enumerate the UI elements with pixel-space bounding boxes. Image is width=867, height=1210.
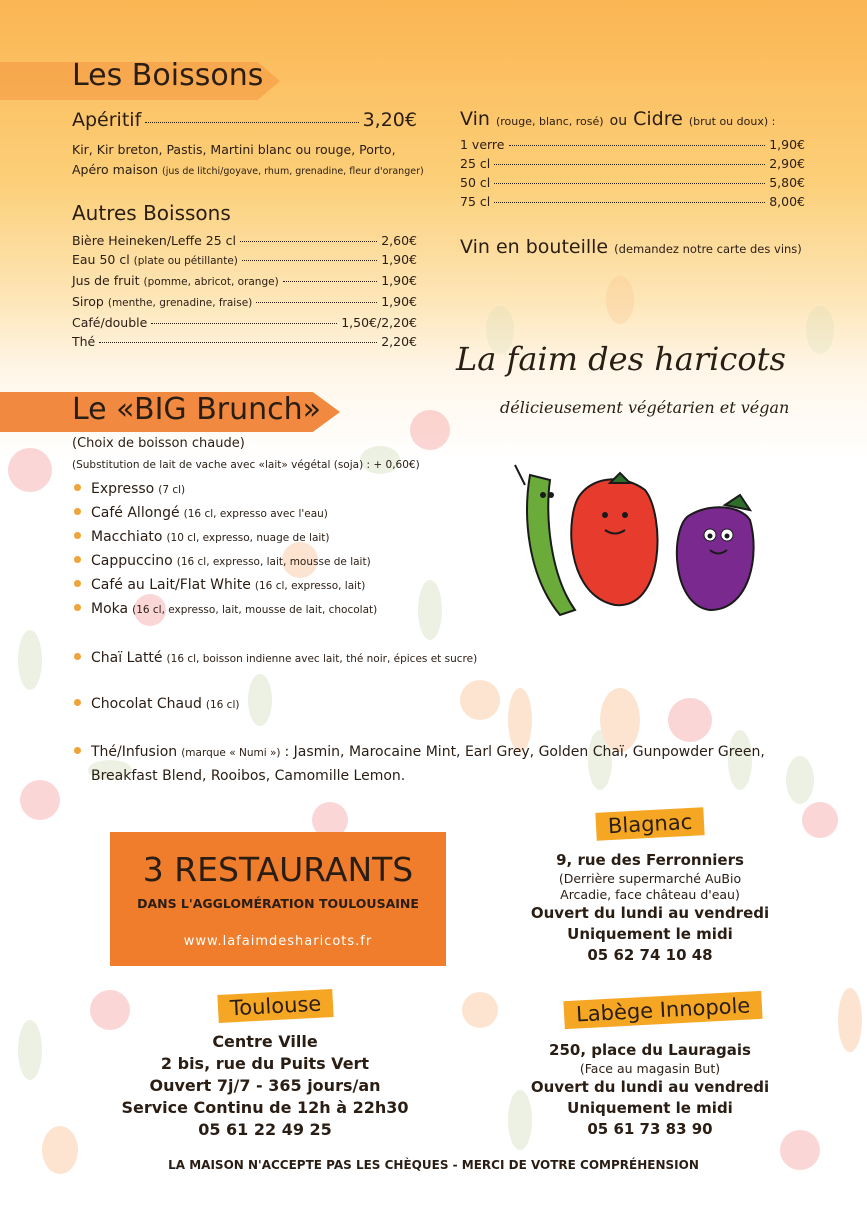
brunch-item-note: (16 cl, boisson indienne avec lait, thé noir, épices et sucre)	[166, 653, 478, 665]
vin-bouteille	[460, 236, 802, 258]
vin-price: 5,80€	[769, 175, 805, 190]
brunch-item-label: Chaï Latté	[91, 650, 163, 666]
drink-label: Bière Heineken/Leffe 25 cl	[72, 233, 236, 248]
brunch-item-note: (16 cl, expresso, lait)	[254, 580, 366, 592]
drink-note: (plate ou pétillante)	[133, 255, 238, 267]
drink-row	[72, 231, 417, 250]
vin-label: 75 cl	[460, 194, 491, 209]
drink-label: Thé	[72, 334, 96, 349]
apero-maison-label: Apéro maison	[72, 162, 159, 177]
vin-price: 1,90€	[769, 137, 805, 152]
blagnac-note1: (Derrière supermarché AuBio	[558, 871, 742, 886]
brunch-item-note: (16 cl, expresso, lait, mousse de lait)	[176, 556, 371, 568]
drink-note: (menthe, grenadine, fraise)	[107, 297, 253, 309]
drink-label: Eau 50 cl	[72, 252, 130, 267]
labege-address: 250, place du Lauragais	[549, 1041, 751, 1059]
brunch-item	[74, 577, 365, 593]
apero-maison-note: (jus de litchi/goyave, rhum, grenadine, fleur d'oranger)	[162, 166, 424, 177]
footer-notice: LA MAISON N'ACCEPTE PAS LES CHÈQUES - MERCI DE VOTRE COMPRÉHENSION	[168, 1158, 699, 1172]
labege-hours2: Uniquement le midi	[567, 1099, 733, 1117]
drink-row	[72, 313, 417, 332]
drink-label: Café/double	[72, 315, 148, 330]
restaurants-box	[110, 832, 446, 966]
vin-note: (rouge, blanc, rosé)	[495, 115, 604, 128]
brunch-item-note: (16 cl)	[205, 699, 240, 711]
aperitif-label: Apéritif	[72, 109, 142, 131]
brunch-item	[74, 505, 328, 521]
vin-list	[460, 135, 805, 211]
vin-row	[460, 154, 805, 173]
restaurants-sub: DANS L'AGGLOMÉRATION TOULOUSAINE	[137, 896, 419, 911]
brunch-item-label: Café au Lait/Flat White	[91, 577, 251, 593]
vin-row	[460, 173, 805, 192]
aperitif-row	[72, 108, 417, 132]
vin-row	[460, 135, 805, 154]
brunch-the-item	[74, 744, 794, 760]
vin-heading	[460, 108, 775, 130]
aperitif-price: 3,20€	[362, 109, 417, 131]
brunch-substitution: (Substitution de lait de vache avec «lait» végétal (soja) : + 0,60€)	[72, 459, 420, 471]
labege-badge: Labège Innopole	[563, 991, 763, 1029]
drink-price: 1,50€/2,20€	[341, 315, 417, 330]
drink-price: 2,20€	[381, 334, 417, 349]
drink-price: 1,90€	[381, 252, 417, 267]
brunch-item-note: (16 cl, expresso avec l'eau)	[183, 508, 328, 520]
drink-price: 1,90€	[381, 294, 417, 309]
cidre-note: (brut ou doux) :	[688, 115, 776, 128]
cidre-title: Cidre	[633, 108, 683, 130]
brunch-item-label: Café Allongé	[91, 505, 180, 521]
brunch-item-label: Macchiato	[91, 529, 163, 545]
vegetable-characters-illustration	[505, 455, 775, 630]
blagnac-phone[interactable]: 05 62 74 10 48	[587, 946, 713, 964]
brunch-item	[74, 696, 239, 712]
blagnac-badge: Blagnac	[595, 807, 704, 841]
dot-leader	[145, 122, 358, 123]
brunch-item-note: (16 cl, expresso, lait, mousse de lait, chocolat)	[132, 604, 378, 616]
brunch-item	[74, 481, 185, 497]
vin-bouteille-note: (demandez notre carte des vins)	[614, 242, 802, 256]
vin-price: 2,90€	[769, 156, 805, 171]
the-line2: Breakfast Blend, Rooibos, Camomille Lemon.	[91, 768, 406, 784]
toulouse-phone[interactable]: 05 61 22 49 25	[198, 1120, 332, 1139]
restaurants-headline: 3 RESTAURANTS	[142, 850, 414, 889]
aperitif-line2	[72, 162, 424, 177]
vin-ou: ou	[609, 113, 628, 129]
autres-boissons-list	[72, 231, 417, 351]
the-label: Thé/Infusion	[91, 744, 178, 760]
drink-price: 1,90€	[381, 273, 417, 288]
toulouse-area: Centre Ville	[212, 1032, 318, 1051]
brunch-item	[74, 650, 477, 666]
drink-row	[72, 292, 417, 313]
vin-title: Vin	[460, 108, 490, 130]
brunch-item-note: (10 cl, expresso, nuage de lait)	[166, 532, 330, 544]
labege-hours1: Ouvert du lundi au vendredi	[530, 1078, 770, 1096]
blagnac-hours2: Uniquement le midi	[567, 925, 733, 943]
brunch-title: Le «BIG Brunch»	[72, 392, 322, 427]
drink-price: 2,60€	[381, 233, 417, 248]
labege-info	[500, 1040, 800, 1140]
toulouse-info	[115, 1031, 415, 1141]
blagnac-hours1: Ouvert du lundi au vendredi	[530, 904, 770, 922]
vin-label: 25 cl	[460, 156, 491, 171]
blagnac-note2: Arcadie, face château d'eau)	[560, 887, 740, 902]
drink-row	[72, 271, 417, 292]
toulouse-badge: Toulouse	[217, 989, 334, 1023]
the-note: (marque « Numi »)	[181, 747, 281, 759]
brunch-item	[74, 553, 371, 569]
labege-note1: (Face au magasin But)	[579, 1061, 721, 1076]
vin-price: 8,00€	[769, 194, 805, 209]
vin-label: 1 verre	[460, 137, 505, 152]
brunch-item-label: Cappuccino	[91, 553, 173, 569]
restaurants-url[interactable]: www.lafaimdesharicots.fr	[183, 934, 373, 949]
drink-label: Jus de fruit	[72, 273, 140, 288]
brunch-choix: (Choix de boisson chaude)	[72, 436, 245, 451]
brunch-item-label: Moka	[91, 601, 129, 617]
brand-logo-text: La faim des haricots	[456, 340, 786, 378]
drink-label: Sirop	[72, 294, 104, 309]
boissons-title: Les Boissons	[72, 58, 264, 93]
blagnac-info	[500, 850, 800, 966]
vin-row	[460, 192, 805, 211]
brunch-item-note: (7 cl)	[158, 484, 186, 496]
brunch-item-label: Chocolat Chaud	[91, 696, 202, 712]
drink-note: (pomme, abricot, orange)	[143, 276, 279, 288]
autres-boissons-title: Autres Boissons	[72, 201, 231, 225]
aperitif-line1: Kir, Kir breton, Pastis, Martini blanc ou rouge, Porto,	[72, 142, 396, 157]
brand-tagline: délicieusement végétarien et végan	[500, 398, 790, 417]
drink-row	[72, 332, 417, 351]
drink-row	[72, 250, 417, 271]
vin-bouteille-label: Vin en bouteille	[460, 236, 609, 258]
vin-label: 50 cl	[460, 175, 491, 190]
labege-phone[interactable]: 05 61 73 83 90	[587, 1120, 713, 1138]
blagnac-address: 9, rue des Ferronniers	[556, 851, 744, 869]
toulouse-hours2: Service Continu de 12h à 22h30	[121, 1098, 409, 1117]
brunch-item	[74, 529, 330, 545]
the-line1: : Jasmin, Marocaine Mint, Earl Grey, Golden Chaï, Gunpowder Green,	[284, 744, 765, 760]
brunch-item	[74, 601, 377, 617]
toulouse-address: 2 bis, rue du Puits Vert	[160, 1054, 370, 1073]
brunch-item-label: Expresso	[91, 481, 155, 497]
toulouse-hours1: Ouvert 7j/7 - 365 jours/an	[149, 1076, 381, 1095]
